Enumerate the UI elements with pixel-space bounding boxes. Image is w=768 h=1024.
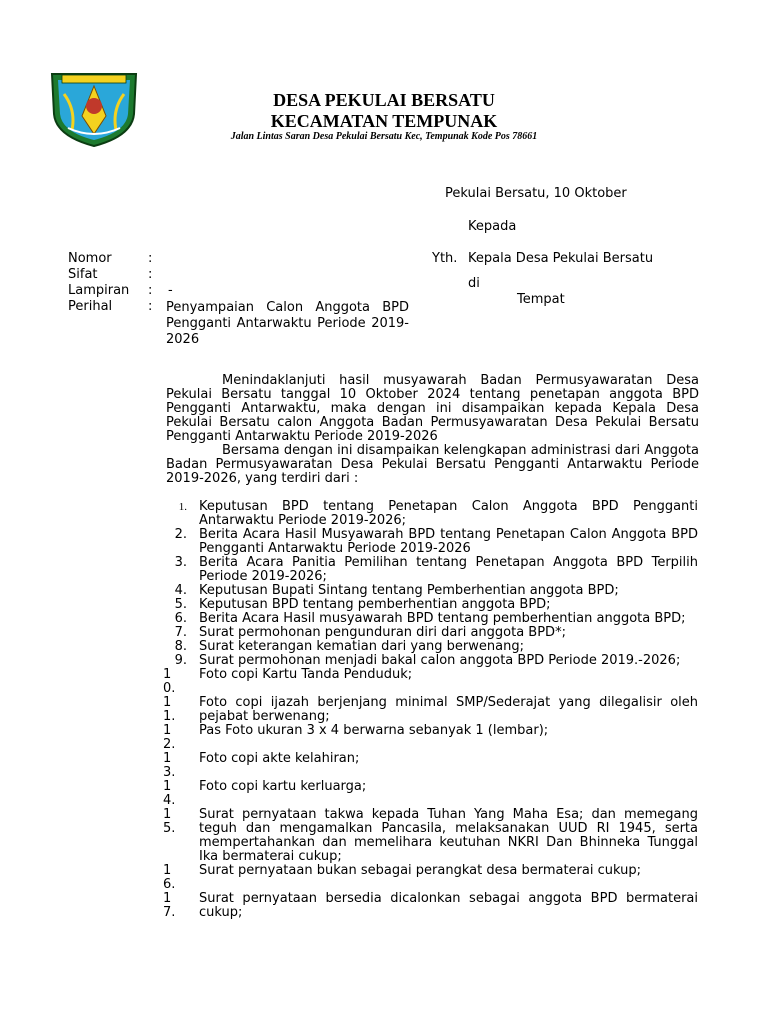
list-item-number: 8. [174, 639, 187, 654]
list-item-number: 15. [163, 807, 176, 836]
list-item-text: Keputusan BPD tentang pemberhentian anggota BPD; [199, 597, 551, 612]
recipient-kepada: Kepada [468, 219, 517, 234]
list-item [163, 626, 698, 640]
nomor-label: Nomor [68, 251, 112, 266]
list-item-text: Foto copi ijazah berjenjang minimal SMP/Sederajat yang dilegalisir oleh pejabat berwenang; [199, 695, 698, 724]
list-item-number: 10. [163, 667, 176, 696]
list-item-text: Foto copi Kartu Tanda Penduduk; [199, 667, 413, 682]
list-item [163, 598, 698, 612]
recipient-yth: Yth. [432, 251, 458, 266]
nomor-colon: : [148, 251, 153, 266]
list-item-number: 2. [174, 527, 187, 542]
body-paragraph-1: Menindaklanjuti hasil musyawarah Badan Permusyawaratan Desa Pekulai Bersatu tanggal 10 Oktober 2024 tentang penetapan anggota BPD Pengganti Antarwaktu, maka dengan ini disampaikan kepada Kepala Desa Pekulai Bersatu calon Anggota Badan Permusyawaratan Desa Pekulai Bersatu Pengganti Antarwaktu Periode 2019-2026 [166, 373, 699, 444]
list-item-text: Pas Foto ukuran 3 x 4 berwarna sebanyak 1 (lembar); [199, 723, 549, 738]
list-item-number: 13. [163, 751, 176, 780]
list-item-number: 4. [174, 583, 187, 598]
list-item [163, 808, 698, 864]
list-item-text: Surat pernyataan takwa kepada Tuhan Yang Maha Esa; dan memegang teguh dan mengamalkan Pancasila, melaksanakan UUD RI 1945, serta mempertahankan dan memelihara keutuhan NKRI Dan Bhinneka Tunggal Ika bermaterai cukup; [199, 807, 698, 864]
perihal-label: Perihal [68, 299, 113, 314]
list-item-text: Foto copi akte kelahiran; [199, 751, 360, 766]
list-item-number: 9. [174, 653, 187, 668]
village-name: DESA PEKULAI BERSATU [273, 90, 495, 110]
perihal-value: Penyampaian Calon Anggota BPD Pengganti Antarwaktu Periode 2019-2026 [166, 300, 409, 347]
list-item [163, 654, 698, 668]
list-item-text: Berita Acara Hasil musyawarah BPD tentang pemberhentian anggota BPD; [199, 611, 686, 626]
place-date: Pekulai Bersatu, 10 Oktober [445, 186, 627, 201]
list-item-text: Surat permohonan pengunduran diri dari anggota BPD*; [199, 625, 566, 640]
list-item-number: 6. [174, 611, 187, 626]
list-item-text: Surat pernyataan bersedia dicalonkan sebagai anggota BPD bermaterai cukup; [199, 891, 698, 920]
perihal-colon: : [148, 299, 153, 314]
list-item [163, 640, 698, 654]
list-item-number: 12. [163, 723, 176, 752]
list-item-text: Surat pernyataan bukan sebagai perangkat desa bermaterai cukup; [199, 863, 641, 878]
list-item [163, 500, 698, 528]
list-item [163, 667, 698, 696]
list-item [163, 584, 698, 598]
list-item [163, 723, 698, 752]
sifat-label: Sifat [68, 267, 98, 282]
list-item [163, 863, 698, 892]
lampiran-label: Lampiran [68, 283, 130, 298]
list-item-number: 7. [174, 625, 187, 640]
list-item-text: Berita Acara Panitia Pemilihan tentang Penetapan Anggota BPD Terpilih Periode 2019-2026; [199, 555, 698, 584]
list-item-text: Berita Acara Hasil Musyawarah BPD tentang Penetapan Calon Anggota BPD Pengganti Antarwaktu Periode 2019-2026 [199, 527, 698, 556]
list-item [163, 612, 698, 626]
recipient-name: Kepala Desa Pekulai Bersatu [468, 251, 654, 266]
list-item-text: Surat keterangan kematian dari yang berwenang; [199, 639, 524, 654]
list-item-number: 17. [163, 891, 176, 920]
recipient-place: Tempat [517, 292, 565, 307]
recipient-di: di [468, 276, 480, 291]
list-item-text: Keputusan BPD tentang Penetapan Calon Anggota BPD Pengganti Antarwaktu Periode 2019-2026; [199, 499, 698, 528]
list-item-number: 11. [163, 695, 176, 724]
list-item-text: Foto copi kartu kerluarga; [199, 779, 367, 794]
list-item [163, 751, 698, 780]
attachment-list [163, 500, 698, 920]
list-item [163, 528, 698, 556]
list-item [163, 696, 698, 724]
list-item [163, 556, 698, 584]
list-item-number: 1. [178, 501, 187, 513]
lampiran-colon: : [148, 283, 153, 298]
list-item-text: Keputusan Bupati Sintang tentang Pemberhentian anggota BPD; [199, 583, 619, 598]
list-item-number: 3. [174, 555, 187, 570]
list-item [163, 892, 698, 920]
list-item-number: 5. [174, 597, 187, 612]
list-item-text: Surat permohonan menjadi bakal calon anggota BPD Periode 2019.-2026; [199, 653, 681, 668]
body-paragraph-2: Bersama dengan ini disampaikan kelengkapan administrasi dari Anggota Badan Permusyawaratan Desa Pekulai Bersatu Pengganti Antarwaktu Periode 2019-2026, yang terdiri dari : [166, 443, 699, 486]
list-item-number: 16. [163, 863, 176, 892]
district-name: KECAMATAN TEMPUNAK [270, 111, 498, 131]
list-item-number: 14. [163, 779, 176, 808]
letterhead-address: Jalan Lintas Saran Desa Pekulai Bersatu Kec, Tempunak Kode Pos 78661 [230, 131, 538, 142]
list-item [163, 779, 698, 808]
lampiran-value: - [168, 283, 173, 298]
sifat-colon: : [148, 267, 153, 282]
